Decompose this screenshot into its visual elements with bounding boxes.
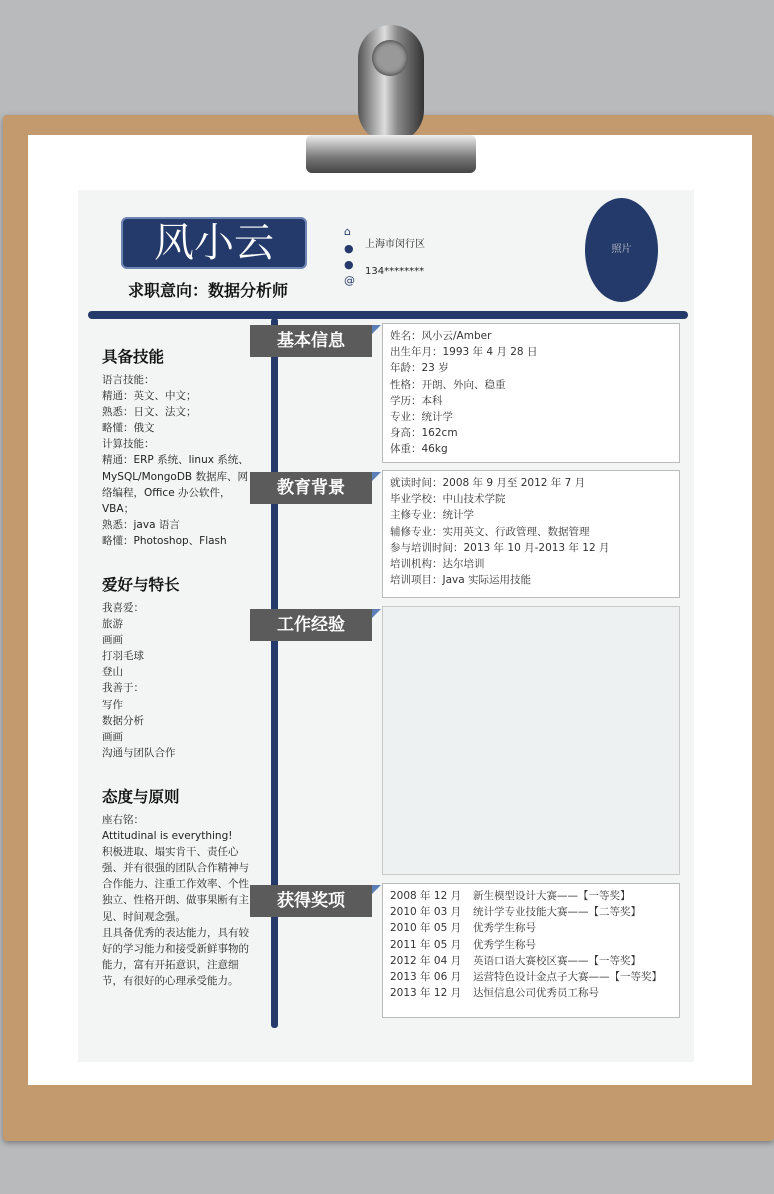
skills-line: 略懂：Photoshop、Flash [102, 534, 227, 547]
attitude-line: 积极进取、塌实肯干、责任心强、并有很强的团队合作精神与合作能力、注重工作效率、个性独立、性格开朗、做事果断有主见、时间观念强。 [102, 846, 249, 923]
hobby-line: 画画 [102, 730, 123, 743]
award-text: 新生模型设计大赛——【一等奖】 [473, 890, 631, 902]
award-text: 英语口语大赛校区赛——【一等奖】 [473, 954, 641, 967]
hobby-line: 打羽毛球 [102, 650, 144, 663]
award-row [390, 904, 679, 920]
hobby-line: 画画 [102, 634, 123, 647]
award-text: 优秀学生称号 [473, 922, 536, 935]
award-date: 2013 年 06 月 [390, 971, 462, 984]
award-text: 统计学专业技能大赛——【二等奖】 [473, 906, 641, 919]
attitude-title: 态度与原则 [102, 788, 180, 806]
basic-info-line: 学历：本科 [390, 394, 443, 407]
chat-icon: ● [344, 258, 354, 271]
attitude-section [102, 786, 252, 989]
award-row [390, 920, 679, 936]
work-experience-box [382, 606, 680, 875]
skills-line: 熟悉：java 语言 [102, 518, 180, 531]
hobby-line: 数据分析 [102, 714, 144, 727]
hobby-line: 登山 [102, 666, 123, 679]
basic-info-line: 性格：开朗、外向、稳重 [390, 378, 506, 391]
person-icon: ● [344, 242, 354, 255]
skills-line: 熟悉：日文、法文； [102, 406, 197, 419]
education-line: 培训项目：Java 实际运用技能 [390, 574, 532, 587]
at-icon: @ [344, 274, 355, 287]
award-row [390, 969, 679, 985]
awards-label: 获得奖项 [250, 885, 372, 917]
awards-box [382, 883, 680, 1018]
phone-text: 134******** [365, 266, 425, 277]
award-text: 达恒信息公司优秀员工称号 [473, 987, 599, 1000]
award-date: 2010 年 03 月 [390, 906, 462, 919]
hobbies-section [102, 574, 252, 761]
binder-clip-base [306, 135, 476, 173]
skills-title: 具备技能 [102, 348, 165, 366]
basic-info-line: 姓名：风小云/Amber [390, 330, 492, 342]
award-date: 2011 年 05 月 [390, 938, 462, 951]
skills-line: 计算技能： [102, 438, 155, 451]
basic-info-line: 体重：46kg [390, 443, 448, 456]
skills-section [102, 346, 252, 549]
skills-line: 精通：英文、中文； [102, 390, 197, 403]
education-box [382, 470, 680, 598]
header-divider [88, 311, 688, 319]
education-line: 辅修专业：实用英文、行政管理、数据管理 [390, 525, 590, 538]
attitude-line: 座右铭： [102, 814, 144, 826]
binder-clip-hole [372, 40, 408, 76]
education-line: 毕业学校：中山技术学院 [390, 493, 506, 506]
award-date: 2010 年 05 月 [390, 922, 462, 935]
basic-info-line: 身高：162cm [390, 427, 458, 440]
basic-info-line: 年龄：23 岁 [390, 362, 449, 375]
education-label: 教育背景 [250, 472, 372, 504]
job-intent: 求职意向：数据分析师 [128, 281, 289, 300]
education-line: 主修专业：统计学 [390, 509, 474, 522]
award-date: 2013 年 12 月 [390, 987, 462, 1000]
education-line: 就读时间：2008 年 9 月至 2012 年 7 月 [390, 477, 586, 489]
work-experience-label: 工作经验 [250, 609, 372, 641]
skills-line: 精通：ERP 系统、linux 系统、MySQL/MongoDB 数据库、网络编程，Office 办公软件，VBA； [102, 454, 249, 515]
hobby-line: 我善于： [102, 682, 144, 695]
award-row [390, 937, 679, 953]
hobby-line: 沟通与团队合作 [102, 746, 176, 759]
award-row [390, 888, 679, 904]
award-text: 运营特色设计金点子大赛——【一等奖】 [473, 971, 662, 984]
award-date: 2008 年 12 月 [390, 890, 462, 902]
award-date: 2012 年 04 月 [390, 954, 462, 967]
education-line: 参与培训时间：2013 年 10 月-2013 年 12 月 [390, 541, 610, 554]
hobby-line: 我喜爱： [102, 602, 144, 614]
hobby-line: 写作 [102, 698, 123, 711]
basic-info-box [382, 323, 680, 463]
attitude-line: 且具备优秀的表达能力，具有较好的学习能力和接受新鲜事物的能力，富有开拓意识，注意细节，有很好的心理承受能力。 [102, 926, 249, 987]
basic-info-label: 基本信息 [250, 325, 372, 357]
award-row [390, 953, 679, 969]
photo-placeholder: 照片 [585, 198, 658, 302]
attitude-line: Attitudinal is everything! [102, 830, 233, 843]
skills-line: 略懂：俄文 [102, 422, 155, 435]
award-row [390, 985, 679, 1001]
award-text: 优秀学生称号 [473, 938, 536, 951]
hobbies-title: 爱好与特长 [102, 576, 180, 594]
home-icon: ⌂ [344, 225, 351, 238]
address-text: 上海市闵行区 [365, 239, 425, 250]
basic-info-line: 出生年月：1993 年 4 月 28 日 [390, 346, 538, 359]
education-line: 培训机构：达尔培训 [390, 558, 485, 571]
resume-name: 风小云 [121, 217, 307, 269]
skills-line: 语言技能： [102, 374, 155, 386]
hobby-line: 旅游 [102, 618, 123, 631]
basic-info-line: 专业：统计学 [390, 411, 453, 424]
